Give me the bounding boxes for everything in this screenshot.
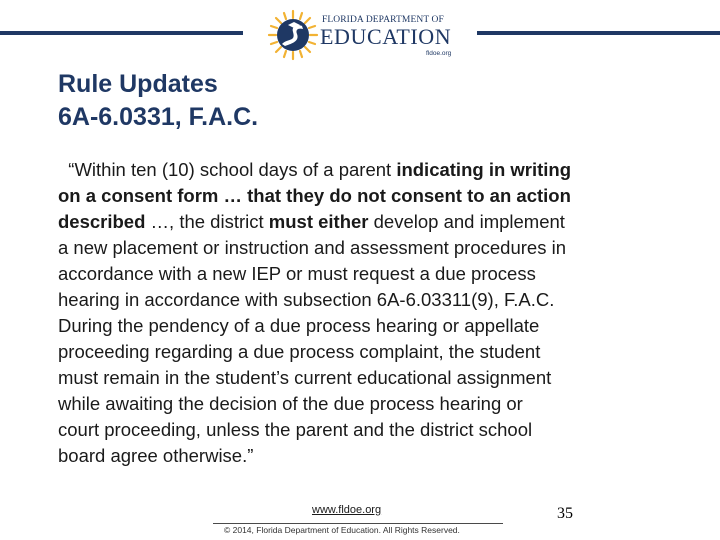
quote-line <box>58 209 678 235</box>
quote-line: During the pendency of a due process hearing or appellate <box>58 315 540 336</box>
footer-divider <box>213 523 503 524</box>
quote-line <box>58 157 678 183</box>
quote-line: a new placement or instruction and assessment procedures in <box>58 237 566 258</box>
header-divider-left <box>0 31 243 35</box>
quote-emphasis: described <box>58 211 146 232</box>
quote-line: must remain in the student’s current educational assignment <box>58 367 552 388</box>
quote-emphasis: must either <box>268 211 369 232</box>
title-line-2: 6A-6.0331, F.A.C. <box>58 103 259 131</box>
header-divider-right <box>477 31 720 35</box>
logo-wordmark-line1: FLORIDA DEPARTMENT OF <box>322 15 444 25</box>
slide-title <box>58 68 258 134</box>
title-line-1: Rule Updates <box>58 70 218 98</box>
quote-line: accordance with a new IEP or must request a due process <box>58 263 536 284</box>
quote-line <box>58 183 678 209</box>
quote-emphasis: indicating in writing <box>396 159 572 180</box>
sun-emblem-icon <box>266 8 320 62</box>
page-number: 35 <box>557 505 573 522</box>
quote-line: proceeding regarding a due process complaint, the student <box>58 341 541 362</box>
logo-wordmark-line2: EDUCATION <box>320 24 452 49</box>
logo-url: fldoe.org <box>426 50 452 57</box>
website-link[interactable]: www.fldoe.org <box>312 504 382 516</box>
quote-text: …, the district <box>145 211 269 232</box>
quote-emphasis: on a consent form … that they do not consent to an action <box>58 185 571 206</box>
quote-line: while awaiting the decision of the due process hearing or <box>58 393 523 414</box>
quote-line: court proceeding, unless the parent and the district school <box>58 419 533 440</box>
quote-line: hearing in accordance with subsection 6A-6.03311(9), F.A.C. <box>58 289 555 310</box>
fldoe-logo <box>266 6 456 64</box>
quote-text: “Within ten (10) school days of a parent <box>68 159 397 180</box>
quote-line: board agree otherwise.” <box>58 445 254 466</box>
copyright-notice: © 2014, Florida Department of Education. All Rights Reserved. <box>224 525 460 535</box>
rule-quote <box>58 157 678 469</box>
quote-text: develop and implement <box>368 211 565 232</box>
